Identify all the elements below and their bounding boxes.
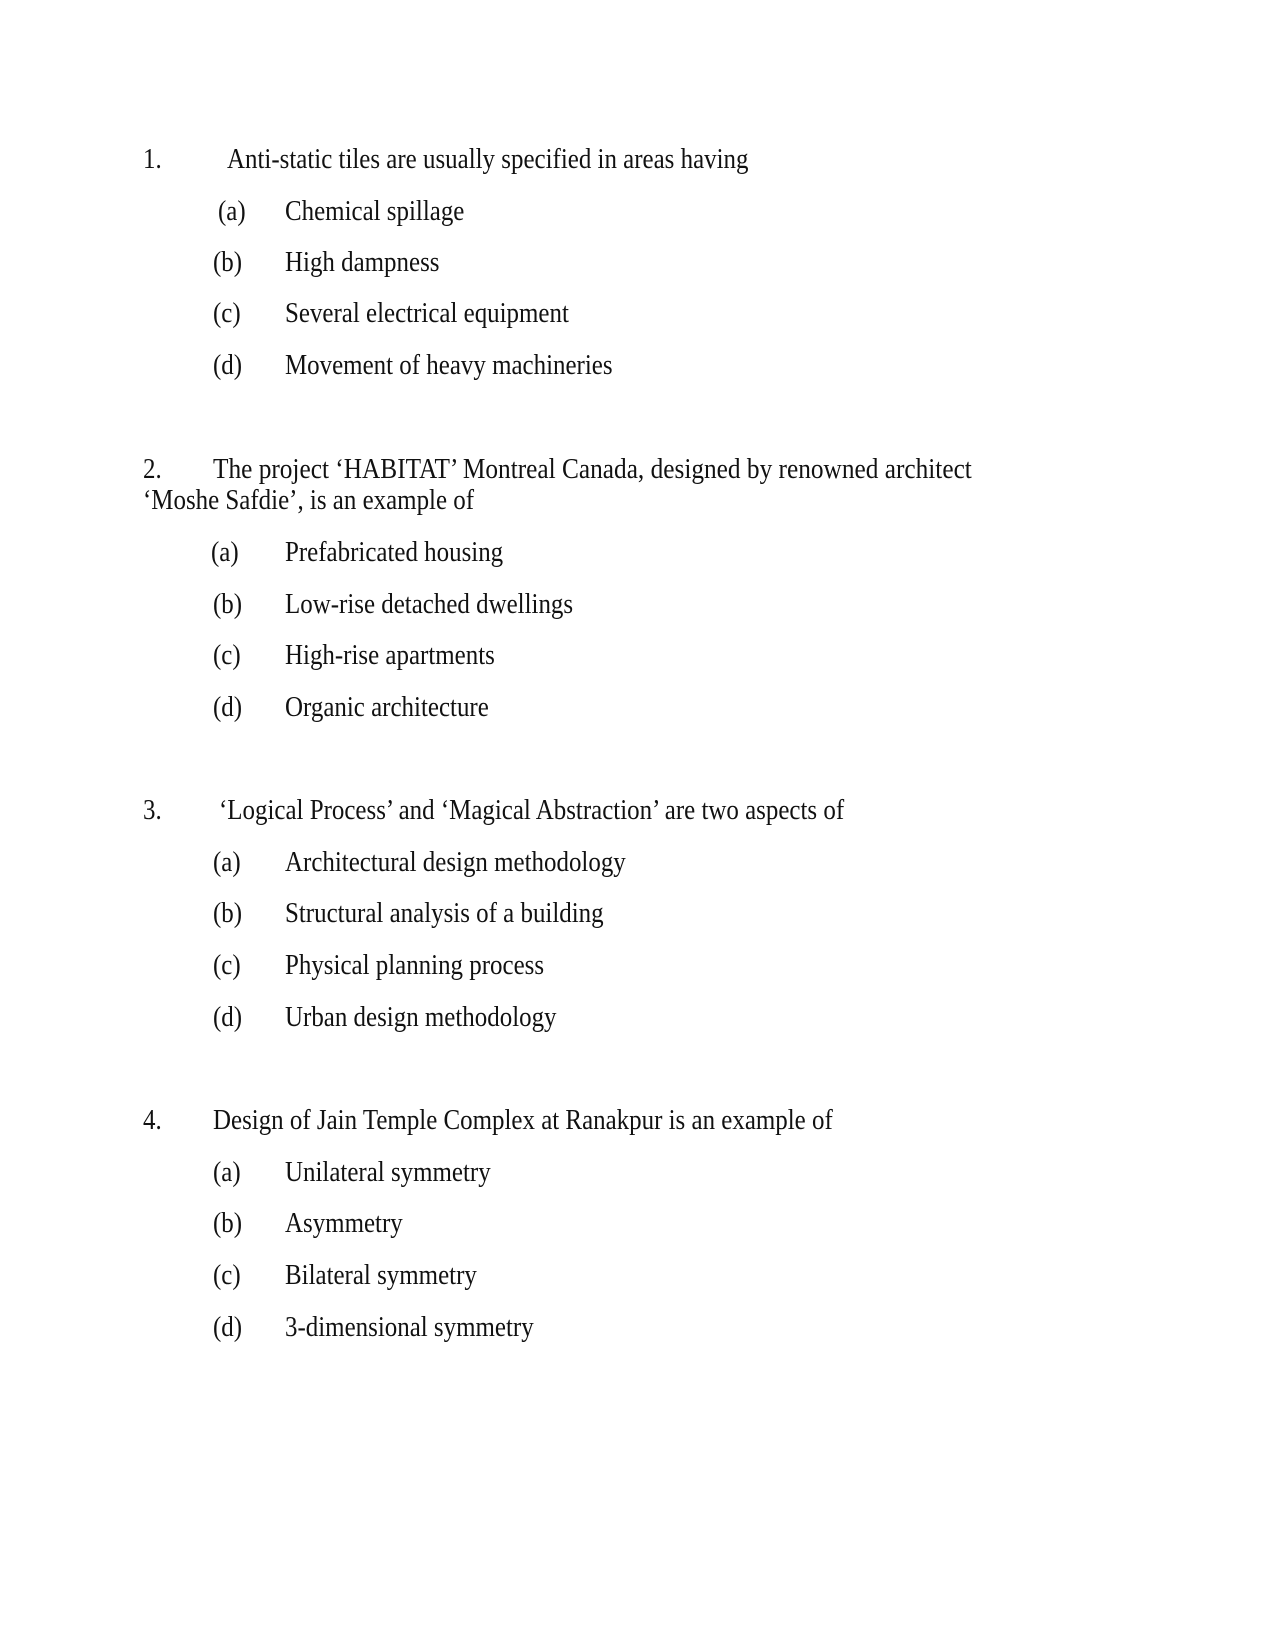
option-label: (b) (213, 1207, 243, 1239)
option-text: Chemical spillage (285, 195, 465, 227)
option-text: Prefabricated housing (285, 536, 504, 568)
option-text: Bilateral symmetry (285, 1259, 477, 1291)
question-text: Design of Jain Temple Complex at Ranakpur is an example of (213, 1104, 833, 1136)
option-text: Physical planning process (285, 949, 545, 981)
option-label: (d) (213, 1001, 243, 1033)
question-number: 1. (143, 143, 162, 175)
question-text-line-1: The project ‘HABITAT’ Montreal Canada, designed by renowned architect (213, 453, 972, 485)
option-label: (a) (218, 195, 246, 227)
option-label: (d) (213, 349, 243, 381)
option-label: (d) (213, 1311, 243, 1343)
option-text: Asymmetry (285, 1207, 403, 1239)
option-text: Organic architecture (285, 691, 489, 723)
option-label: (d) (213, 691, 243, 723)
question-text-line-2: ‘Moshe Safdie’, is an example of (143, 484, 475, 516)
question-number: 2. (143, 453, 162, 485)
option-text: Architectural design methodology (285, 846, 626, 878)
option-text: High-rise apartments (285, 639, 495, 671)
option-text: Structural analysis of a building (285, 897, 604, 929)
question-text: ‘Logical Process’ and ‘Magical Abstraction’ are two aspects of (219, 794, 845, 826)
option-label: (c) (213, 297, 241, 329)
question-number: 4. (143, 1104, 162, 1136)
option-label: (b) (213, 588, 243, 620)
option-label: (c) (213, 949, 241, 981)
option-text: Low-rise detached dwellings (285, 588, 574, 620)
option-text: Movement of heavy machineries (285, 349, 613, 381)
option-label: (a) (213, 846, 241, 878)
option-text: Several electrical equipment (285, 297, 569, 329)
option-label: (a) (213, 1156, 241, 1188)
option-label: (b) (213, 897, 243, 929)
option-text: 3-dimensional symmetry (285, 1311, 534, 1343)
option-label: (c) (213, 639, 241, 671)
option-label: (c) (213, 1259, 241, 1291)
option-label: (a) (211, 536, 239, 568)
option-text: Unilateral symmetry (285, 1156, 491, 1188)
question-text: Anti-static tiles are usually specified in areas having (227, 143, 749, 175)
option-text: High dampness (285, 246, 440, 278)
option-text: Urban design methodology (285, 1001, 557, 1033)
question-number: 3. (143, 794, 162, 826)
option-label: (b) (213, 246, 243, 278)
